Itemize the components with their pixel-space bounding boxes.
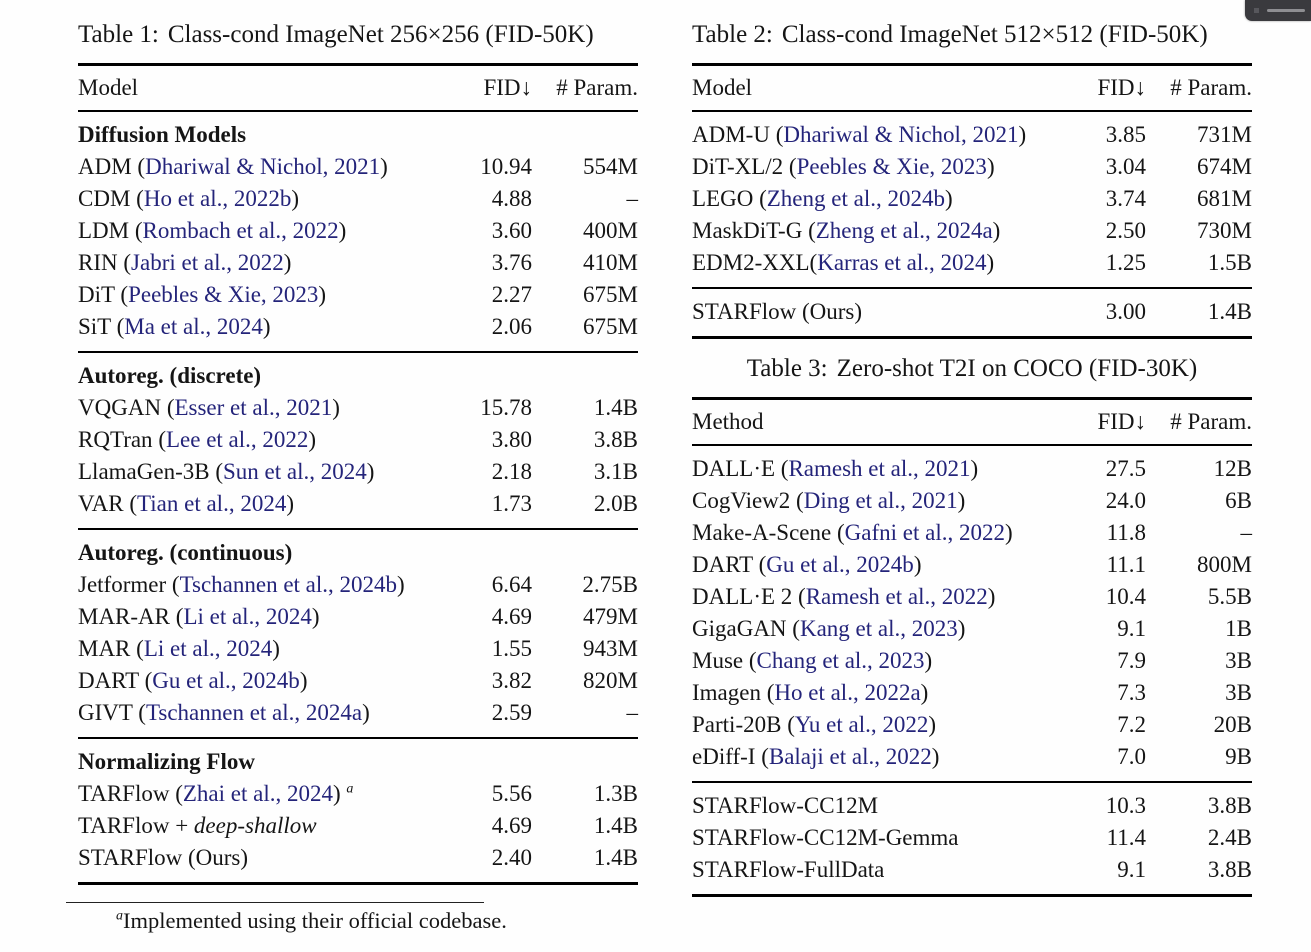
param-value: 800M xyxy=(1197,552,1252,577)
fid-value: 1.55 xyxy=(491,636,532,661)
table-header-row xyxy=(78,66,638,110)
caption-text: Class-cond ImageNet 256×256 (FID-50K) xyxy=(167,21,594,48)
table-row xyxy=(692,741,1252,773)
param-value: 1B xyxy=(1225,616,1252,641)
citation-link[interactable]: Peebles & Xie, 2023 xyxy=(128,282,319,307)
column-header-model: Model xyxy=(78,75,139,100)
table-row xyxy=(692,854,1252,886)
model-name: CDM (Ho et al., 2022b) xyxy=(78,186,300,211)
table-1-caption xyxy=(78,20,638,50)
param-value: 479M xyxy=(583,604,638,629)
table-row xyxy=(78,601,638,633)
param-value: 943M xyxy=(583,636,638,661)
model-name: LlamaGen-3B (Sun et al., 2024) xyxy=(78,459,375,484)
table-row xyxy=(78,665,638,697)
caption-text: Zero-shot T2I on COCO (FID-30K) xyxy=(836,355,1198,382)
citation-link[interactable]: Tschannen et al., 2024b xyxy=(179,572,398,597)
table-row xyxy=(692,296,1252,328)
table-row xyxy=(78,456,638,488)
model-name: GIVT (Tschannen et al., 2024a) xyxy=(78,700,370,725)
section-header: Diffusion Models xyxy=(78,122,247,147)
model-name: Muse (Chang et al., 2023) xyxy=(692,648,933,673)
param-value: 6B xyxy=(1225,488,1252,513)
param-value: 3B xyxy=(1225,648,1252,673)
table-header-row xyxy=(692,400,1252,444)
model-name: DALL·E (Ramesh et al., 2021) xyxy=(692,456,979,481)
citation-link[interactable]: Tian et al., 2024 xyxy=(137,491,287,516)
model-name: Imagen (Ho et al., 2022a) xyxy=(692,680,929,705)
column-header-method: Method xyxy=(692,409,764,434)
fid-value: 11.1 xyxy=(1106,552,1146,577)
table-3-caption xyxy=(692,354,1252,384)
param-value: 1.5B xyxy=(1207,250,1252,275)
model-name: TARFlow + deep-shallow xyxy=(78,813,317,838)
table-row xyxy=(692,151,1252,183)
param-value: 3.8B xyxy=(1207,857,1252,882)
caption-label: Table 1: xyxy=(78,21,159,48)
model-name: STARFlow-CC12M xyxy=(692,793,879,818)
fid-value: 10.4 xyxy=(1105,584,1146,609)
table-row xyxy=(692,822,1252,854)
section-header: Autoreg. (discrete) xyxy=(78,363,262,388)
model-name: LEGO (Zheng et al., 2024b) xyxy=(692,186,953,211)
fid-value: 7.9 xyxy=(1117,648,1146,673)
model-name: RIN (Jabri et al., 2022) xyxy=(78,250,292,275)
column-header-fid: FID↓ xyxy=(1097,75,1146,100)
citation-link[interactable]: Sun et al., 2024 xyxy=(223,459,367,484)
fid-value: 4.88 xyxy=(491,186,532,211)
table-row xyxy=(692,581,1252,613)
model-name: VAR (Tian et al., 2024) xyxy=(78,491,294,516)
fid-value: 4.69 xyxy=(491,813,532,838)
citation-link[interactable]: Gu et al., 2024b xyxy=(152,668,300,693)
fid-value: 3.82 xyxy=(491,668,532,693)
citation-link[interactable]: Dhariwal & Nichol, 2021 xyxy=(145,154,381,179)
citation-link[interactable]: Tschannen et al., 2024a xyxy=(145,700,363,725)
table-row xyxy=(692,183,1252,215)
citation-link[interactable]: Kang et al., 2023 xyxy=(799,616,958,641)
model-name: STARFlow (Ours) xyxy=(78,845,249,870)
model-name: Jetformer (Tschannen et al., 2024b) xyxy=(78,572,405,597)
fid-value: 1.25 xyxy=(1105,250,1146,275)
fid-value: 7.0 xyxy=(1117,744,1146,769)
model-name: RQTran (Lee et al., 2022) xyxy=(78,427,317,452)
model-name: SiT (Ma et al., 2024) xyxy=(78,314,271,339)
table-row xyxy=(692,790,1252,822)
citation-link[interactable]: Ding et al., 2021 xyxy=(803,488,958,513)
table-row xyxy=(692,453,1252,485)
param-value: 2.75B xyxy=(582,572,638,597)
fid-value: 3.80 xyxy=(491,427,532,452)
param-value: 3.8B xyxy=(1207,793,1252,818)
fid-value: 10.3 xyxy=(1105,793,1146,818)
param-value: 9B xyxy=(1225,744,1252,769)
fid-value: 3.76 xyxy=(491,250,532,275)
fid-value: 24.0 xyxy=(1105,488,1146,513)
fid-value: 3.85 xyxy=(1105,122,1146,147)
param-value: 1.4B xyxy=(1207,299,1252,324)
model-name: DiT (Peebles & Xie, 2023) xyxy=(78,282,327,307)
fid-value: 11.8 xyxy=(1106,520,1146,545)
citation-link[interactable]: Zhai et al., 2024 xyxy=(182,781,333,806)
citation-link[interactable]: Yu et al., 2022 xyxy=(794,712,929,737)
table-row xyxy=(692,613,1252,645)
param-value: 1.4B xyxy=(593,845,638,870)
clipped-toolbar[interactable] xyxy=(1245,0,1311,21)
table-row xyxy=(78,488,638,520)
table-row xyxy=(78,247,638,279)
fid-value: 7.3 xyxy=(1117,680,1146,705)
column-header-fid: FID↓ xyxy=(483,75,532,100)
param-value: 3.1B xyxy=(593,459,638,484)
model-name: DART (Gu et al., 2024b) xyxy=(692,552,922,577)
model-name: GigaGAN (Kang et al., 2023) xyxy=(692,616,966,641)
citation-link[interactable]: Gafni et al., 2022 xyxy=(844,520,1005,545)
table-1-footnote xyxy=(78,902,638,936)
fid-value: 4.69 xyxy=(491,604,532,629)
fid-value: 2.06 xyxy=(491,314,532,339)
citation-link[interactable]: Peebles & Xie, 2023 xyxy=(796,154,987,179)
footnote-marker-ref: a xyxy=(346,781,354,797)
table-row xyxy=(692,549,1252,581)
param-value: 400M xyxy=(583,218,638,243)
citation-link[interactable]: Lee et al., 2022 xyxy=(165,427,309,452)
fid-value: 9.1 xyxy=(1117,857,1146,882)
model-name: EDM2-XXL(Karras et al., 2024) xyxy=(692,250,995,275)
citation-link[interactable]: Gu et al., 2024b xyxy=(766,552,914,577)
param-value: 730M xyxy=(1197,218,1252,243)
model-name: CogView2 (Ding et al., 2021) xyxy=(692,488,966,513)
table-row xyxy=(78,215,638,247)
fid-value: 5.56 xyxy=(491,781,532,806)
fid-value: 7.2 xyxy=(1117,712,1146,737)
table-row xyxy=(692,677,1252,709)
citation-link[interactable]: Esser et al., 2021 xyxy=(174,395,333,420)
param-value: 12B xyxy=(1213,456,1252,481)
table-row xyxy=(78,778,638,810)
table-row xyxy=(692,485,1252,517)
param-value: 20B xyxy=(1213,712,1252,737)
fid-value: 2.27 xyxy=(491,282,532,307)
column-header-fid: FID↓ xyxy=(1097,409,1146,434)
fid-value: 9.1 xyxy=(1117,616,1146,641)
citation-link[interactable]: Dhariwal & Nichol, 2021 xyxy=(783,122,1019,147)
param-value: 1.3B xyxy=(593,781,638,806)
citation-link[interactable]: Zheng et al., 2024a xyxy=(815,218,993,243)
table-row xyxy=(78,424,638,456)
fid-value: 3.60 xyxy=(491,218,532,243)
citation-link[interactable]: Ramesh et al., 2022 xyxy=(805,584,988,609)
param-value: 2.4B xyxy=(1207,825,1252,850)
table-bottom-rule xyxy=(692,894,1252,897)
section-header: Autoreg. (continuous) xyxy=(78,540,293,565)
fid-value: 1.73 xyxy=(491,491,532,516)
fid-value: 2.40 xyxy=(491,845,532,870)
param-value: 5.5B xyxy=(1207,584,1252,609)
fid-value: 2.50 xyxy=(1105,218,1146,243)
fid-value: 27.5 xyxy=(1105,456,1146,481)
citation-link[interactable]: Ramesh et al., 2021 xyxy=(788,456,971,481)
footnote-text: $^a$Implemented using their official codebase. xyxy=(116,908,507,933)
model-name: ADM (Dhariwal & Nichol, 2021) xyxy=(78,154,388,179)
table-row xyxy=(78,810,638,842)
param-value: 410M xyxy=(583,250,638,275)
model-name: DiT-XL/2 (Peebles & Xie, 2023) xyxy=(692,154,995,179)
model-name: ADM-U (Dhariwal & Nichol, 2021) xyxy=(692,122,1027,147)
param-value: – xyxy=(626,700,638,725)
param-value: 2.0B xyxy=(593,491,638,516)
param-value: – xyxy=(626,186,638,211)
param-value: 1.4B xyxy=(593,813,638,838)
model-name: STARFlow-FullData xyxy=(692,857,885,882)
section-header: Normalizing Flow xyxy=(78,749,255,774)
fid-value: 2.59 xyxy=(491,700,532,725)
model-name: DALL·E 2 (Ramesh et al., 2022) xyxy=(692,584,996,609)
citation-link[interactable]: Karras et al., 2024 xyxy=(817,250,987,275)
caption-label: Table 3: xyxy=(746,355,828,382)
column-header-model: Model xyxy=(692,75,753,100)
model-name: Make-A-Scene (Gafni et al., 2022) xyxy=(692,520,1013,545)
citation-link[interactable]: Ho et al., 2022a xyxy=(774,680,921,705)
citation-link[interactable]: Li et al., 2024 xyxy=(183,604,312,629)
column-header-param: # Param. xyxy=(556,75,638,100)
table-1-imagenet-256 xyxy=(78,20,638,936)
toolbar-dot-icon xyxy=(1254,8,1259,13)
table-row xyxy=(78,311,638,343)
table-bottom-rule xyxy=(78,882,638,885)
fid-value: 3.00 xyxy=(1105,299,1146,324)
param-value: 731M xyxy=(1197,122,1252,147)
param-value: 681M xyxy=(1197,186,1252,211)
citation-link[interactable]: Zheng et al., 2024b xyxy=(766,186,945,211)
param-value: 674M xyxy=(1197,154,1252,179)
table-3-coco-t2i xyxy=(692,354,1252,897)
param-value: 675M xyxy=(583,282,638,307)
table-row xyxy=(692,517,1252,549)
model-name: Parti-20B (Yu et al., 2022) xyxy=(692,712,937,737)
table-row xyxy=(78,183,638,215)
table-row xyxy=(78,151,638,183)
param-value: 1.4B xyxy=(593,395,638,420)
citation-link[interactable]: Chang et al., 2023 xyxy=(756,648,925,673)
column-header-param: # Param. xyxy=(1170,75,1252,100)
column-header-param: # Param. xyxy=(1170,409,1252,434)
table-row xyxy=(78,842,638,874)
fid-value: 15.78 xyxy=(480,395,532,420)
model-name: DART (Gu et al., 2024b) xyxy=(78,668,308,693)
param-value: 3B xyxy=(1225,680,1252,705)
table-row xyxy=(692,119,1252,151)
table-row xyxy=(692,215,1252,247)
citation-link[interactable]: Rombach et al., 2022 xyxy=(142,218,339,243)
param-value: 820M xyxy=(583,668,638,693)
table-2-caption xyxy=(692,20,1252,50)
table-row xyxy=(692,247,1252,279)
fid-value: 10.94 xyxy=(480,154,532,179)
citation-link[interactable]: Jabri et al., 2022 xyxy=(131,250,284,275)
model-name: MAR-AR (Li et al., 2024) xyxy=(78,604,320,629)
citation-link[interactable]: Balaji et al., 2022 xyxy=(768,744,932,769)
param-value: 3.8B xyxy=(593,427,638,452)
table-row xyxy=(78,569,638,601)
fid-value: 3.74 xyxy=(1105,186,1146,211)
table-row xyxy=(78,392,638,424)
citation-link[interactable]: Ma et al., 2024 xyxy=(124,314,263,339)
table-row xyxy=(692,645,1252,677)
model-name: STARFlow (Ours) xyxy=(692,299,863,324)
model-name: TARFlow (Zhai et al., 2024) $^a$ xyxy=(78,781,354,806)
citation-link[interactable]: Ho et al., 2022b xyxy=(143,186,292,211)
table-row xyxy=(78,697,638,729)
fid-value: 3.04 xyxy=(1105,154,1146,179)
table-row xyxy=(78,279,638,311)
model-name: LDM (Rombach et al., 2022) xyxy=(78,218,347,243)
model-name: MaskDiT-G (Zheng et al., 2024a) xyxy=(692,218,1001,243)
param-value: 554M xyxy=(583,154,638,179)
fid-value: 6.64 xyxy=(491,572,532,597)
table-row xyxy=(692,709,1252,741)
fid-value: 2.18 xyxy=(491,459,532,484)
param-value: 675M xyxy=(583,314,638,339)
fid-value: 11.4 xyxy=(1106,825,1146,850)
model-name: VQGAN (Esser et al., 2021) xyxy=(78,395,340,420)
caption-text: Class-cond ImageNet 512×512 (FID-50K) xyxy=(781,21,1208,48)
table-bottom-rule xyxy=(692,336,1252,339)
param-value: – xyxy=(1240,520,1252,545)
table-row xyxy=(78,633,638,665)
caption-label: Table 2: xyxy=(692,21,773,48)
model-name: MAR (Li et al., 2024) xyxy=(78,636,280,661)
footnote-marker: a xyxy=(116,908,123,924)
toolbar-slider[interactable] xyxy=(1267,9,1305,12)
model-name: STARFlow-CC12M-Gemma xyxy=(692,825,959,850)
table-2-imagenet-512 xyxy=(692,20,1252,339)
model-name: eDiff-I (Balaji et al., 2022) xyxy=(692,744,940,769)
table-header-row xyxy=(692,66,1252,110)
citation-link[interactable]: Li et al., 2024 xyxy=(143,636,273,661)
